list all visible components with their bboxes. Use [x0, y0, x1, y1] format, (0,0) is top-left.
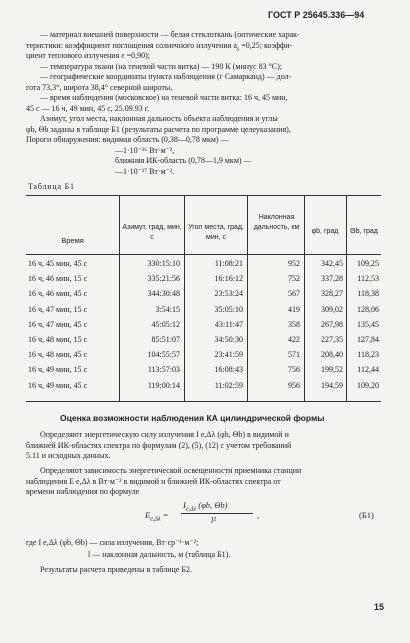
table-cell: 23:53:24	[214, 289, 243, 299]
table-cell: 85:51:07	[151, 335, 180, 344]
table-cell: 16:08:43	[214, 365, 243, 375]
table-cell: 199,52	[321, 365, 343, 375]
table-cell: 128,06	[357, 304, 379, 314]
p1-line-2: ближней ИК-областях спектра по формулам (2), (5), (12) с учетом требований	[26, 440, 292, 450]
formula-numerator: $I_{e,\Delta\lambda}$ (φb, Θb)	[183, 500, 228, 513]
header-elevation: Угол места, град, мин, с	[188, 224, 244, 241]
param-line-3: циент теплового излучения ε =0,90);	[26, 51, 151, 60]
table-cell: 208,40	[321, 350, 343, 360]
table-cell: 330:15:10	[147, 259, 180, 268]
table-cell: 112,53	[357, 274, 379, 284]
table-cell: 227,35	[321, 335, 343, 344]
table-cell: 11:08:21	[214, 259, 243, 268]
table-cell: 23:41:59	[214, 350, 243, 360]
param-line-1: — материал внешней поверхности — белая стеклоткань (оптические харак-	[40, 30, 300, 39]
azimuth-line-1: Азимут, угол места, наклонная дальность объекта наблюдения и углы	[40, 114, 278, 123]
formula-b1	[145, 498, 385, 532]
table-cell: 34:50:30	[214, 335, 243, 344]
table-cell: 113:57:03	[147, 365, 180, 375]
table-cell: 752	[288, 274, 300, 284]
section-heading: Оценка возможности наблюдения КА цилиндрической формы	[60, 413, 325, 423]
table-cell: 104:55:57	[147, 350, 180, 360]
table-cell: 344:30:48	[147, 289, 180, 299]
table-cell: 422	[288, 335, 300, 344]
table-cell: 342,45	[321, 259, 343, 268]
formula-lhs: $E_{e,\Delta\lambda}$ =	[145, 510, 169, 523]
table-cell: 419	[288, 304, 300, 314]
p2-line-3: времени наблюдения по формуле	[26, 487, 140, 496]
table-cell: 337,28	[321, 274, 343, 284]
table-cell: 109,20	[357, 380, 379, 390]
table-cell: 335:21:56	[147, 274, 180, 284]
table-cell: 11:02:59	[214, 380, 243, 390]
formula-label: (Б1)	[359, 510, 374, 520]
table-cell-time: 16 ч, 46 мин, 15 с	[28, 274, 88, 284]
table-cell-time: 16 ч, 48 мин, 15 с	[28, 335, 88, 344]
p2-line-1: Определяют зависимость энергетической освещенности приемника станции	[40, 466, 302, 475]
table-cell: 43:11:47	[214, 319, 243, 329]
table-caption: Таблица Б1	[28, 182, 75, 191]
table-cell: 35:05:10	[214, 304, 243, 314]
table-cell: 567	[288, 289, 300, 299]
threshold-line-1: Пороги обнаружения: видимая область (0,38—0,78 мкм) —	[26, 135, 229, 144]
table-cell: 952	[288, 259, 300, 268]
table-cell: 358	[288, 319, 300, 329]
table-cell-time: 16 ч, 49 мин, 15 с	[28, 365, 88, 375]
p1-line-1: Определяют энергетическую силу излучения I e,Δλ (φb, Θb) в видимой и	[40, 430, 289, 439]
table-cell: 16:16:12	[214, 274, 243, 284]
threshold-line-2: —1·10⁻¹⁶ Вт·м⁻²,	[115, 145, 175, 155]
table-cell: 118,38	[357, 289, 379, 299]
threshold-line-4: —1·10⁻¹⁷ Вт·м⁻².	[115, 166, 175, 176]
table-cell: 109,25	[357, 259, 379, 268]
param-line-2: теристики: коэффициент поглощения солнечного излучения $a_s =0,25$; коэффи-	[26, 40, 293, 53]
table-cell: 135,45	[357, 319, 379, 329]
table-cell: 194,59	[321, 380, 343, 390]
table-cell: 571	[288, 350, 300, 360]
table-cell-time: 16 ч, 49 мин, 45 с	[28, 380, 88, 390]
table-cell: 118,23	[357, 350, 379, 360]
table-cell-time: 16 ч, 48 мин, 45 с	[28, 350, 88, 360]
param-line-8: 45 с — 16 ч, 49 мин, 45 с, 25.09.93 г.	[26, 103, 150, 113]
where-line-2: l — наклонная дальность, м (таблица Б1).	[88, 550, 231, 559]
header-theta: Θb, град	[350, 228, 378, 235]
header-phi: φb, град	[311, 228, 339, 235]
azimuth-line-2: φb, Θb заданы в таблице Б1 (результаты расчета по программе целеуказания),	[26, 124, 291, 134]
table-top-rule	[26, 195, 381, 196]
param-line-4: — температура ткани (на теневой части витка) — 190 К (минус 83 °С);	[40, 61, 283, 71]
p2-line-2: наблюдения E e,Δλ в Вт·м⁻² в видимой и ближней ИК-областях спектра от	[26, 476, 281, 486]
table-cell-time: 16 ч, 45 мин, 45 с	[28, 259, 88, 268]
table-cell: 45:05:12	[151, 319, 180, 329]
table-header-rule	[26, 254, 381, 255]
table-b1	[26, 195, 381, 402]
param-line-6: гота 73,3°, широта 38,4° северной широты,	[26, 82, 173, 92]
header-range: Наклонная дальность, км	[253, 214, 300, 231]
table-cell-time: 16 ч, 47 мин, 15 с	[28, 304, 88, 314]
header-azimuth: Азимут, град, мин, с	[122, 224, 182, 241]
table-cell-time: 16 ч, 47 мин, 45 с	[28, 319, 88, 329]
header-time: Время	[61, 236, 84, 245]
param-line-5: — географические координаты пункта наблюдения (г Самарканд) — дол-	[40, 72, 292, 81]
formula-denominator: l²	[211, 515, 216, 525]
p1-line-3: 5.11 и исходных данных.	[26, 451, 111, 460]
table-cell: 756	[288, 365, 300, 375]
table-cell: 112,44	[357, 365, 379, 375]
table-cell: 328,27	[321, 289, 343, 299]
table-cell: 956	[288, 380, 300, 390]
table-cell: 309,02	[321, 304, 343, 314]
table-bottom-rule	[26, 401, 381, 402]
page-number: 15	[374, 602, 385, 612]
param-line-7: — время наблюдения (московское) на теневой части витка: 16 ч, 45 мин,	[40, 93, 288, 102]
formula-fraction-bar	[181, 513, 253, 514]
p3: Результаты расчета приведены в таблице Б2.	[40, 565, 192, 574]
table-cell: 127,84	[357, 335, 379, 344]
where-line-1: где I e,Δλ (φb, Θb) — сила излучения, Вт·ср⁻¹·м⁻²;	[26, 538, 199, 547]
formula-comma: ,	[257, 510, 260, 520]
table-cell: 119:00:14	[147, 380, 180, 390]
document-code: ГОСТ Р 25645.336—94	[268, 10, 365, 20]
table-cell-time: 16 ч, 46 мин, 45 с	[28, 289, 88, 299]
threshold-line-3: ближняя ИК-область (0,78—1,9 мкм) —	[115, 156, 252, 165]
table-cell: 267,98	[321, 319, 343, 329]
table-cell: 3:54:15	[155, 304, 180, 314]
